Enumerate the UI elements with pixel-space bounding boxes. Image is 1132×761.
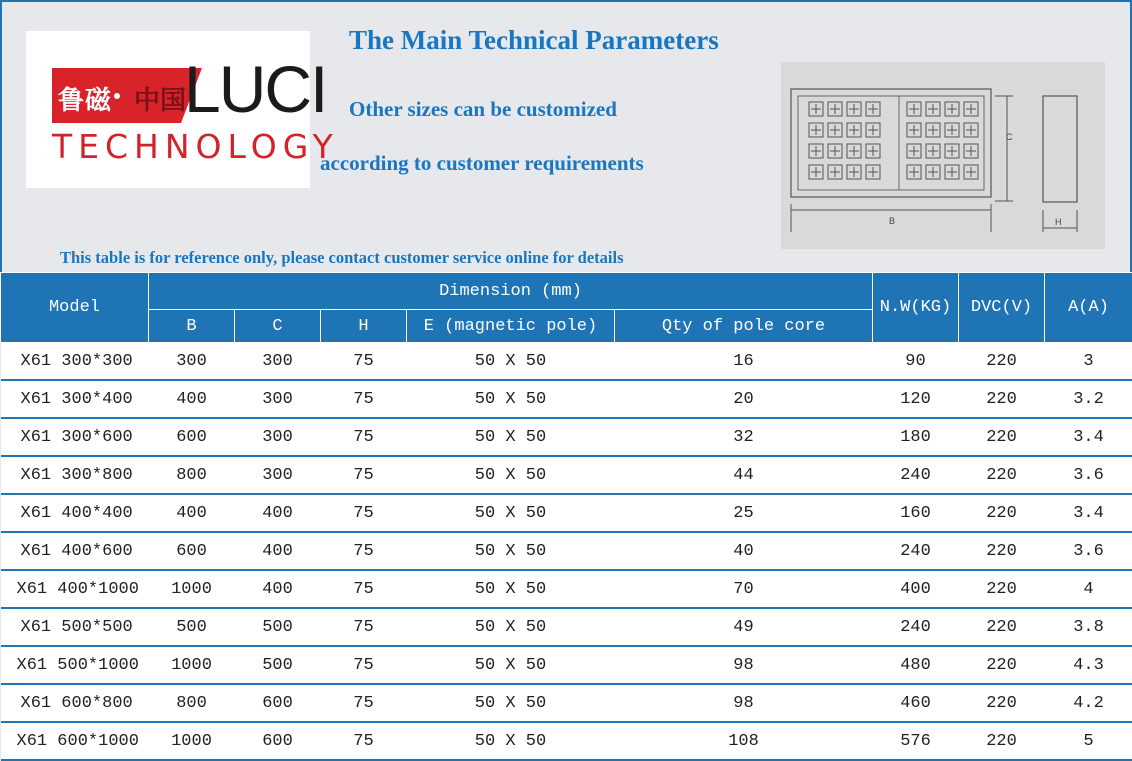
table-row — [1, 494, 1132, 532]
cell-a: 3.4 — [1045, 418, 1132, 456]
cell-b: 500 — [149, 608, 235, 646]
cell-model: X61 600*1000 — [1, 722, 149, 760]
cell-e: 50 X 50 — [407, 418, 615, 456]
cell-nw: 120 — [873, 380, 959, 418]
cell-c: 600 — [235, 684, 321, 722]
cell-b: 600 — [149, 418, 235, 456]
cell-c: 500 — [235, 646, 321, 684]
cell-c: 300 — [235, 380, 321, 418]
cell-h: 75 — [321, 418, 407, 456]
cell-nw: 240 — [873, 456, 959, 494]
cell-nw: 576 — [873, 722, 959, 760]
cell-b: 1000 — [149, 646, 235, 684]
cell-nw: 180 — [873, 418, 959, 456]
cell-qty: 32 — [615, 418, 873, 456]
cell-h: 75 — [321, 608, 407, 646]
col-dvc: DVC(V) — [959, 273, 1045, 343]
col-net-weight: N.W(KG) — [873, 273, 959, 343]
cell-c: 400 — [235, 532, 321, 570]
cell-qty: 98 — [615, 646, 873, 684]
cell-c: 600 — [235, 722, 321, 760]
logo-chinese-left: 鲁磁 — [58, 86, 113, 116]
cell-h: 75 — [321, 570, 407, 608]
cell-c: 400 — [235, 570, 321, 608]
cell-dvc: 220 — [959, 684, 1045, 722]
parameters-table — [0, 272, 1132, 761]
drawing-svg — [781, 62, 1105, 249]
cell-e: 50 X 50 — [407, 646, 615, 684]
cell-dvc: 220 — [959, 418, 1045, 456]
cell-b: 600 — [149, 532, 235, 570]
company-logo — [26, 31, 339, 188]
col-b: B — [149, 310, 235, 343]
cell-a: 5 — [1045, 722, 1132, 760]
cell-h: 75 — [321, 532, 407, 570]
cell-qty: 44 — [615, 456, 873, 494]
chuck-dimension-drawing — [781, 62, 1105, 249]
cell-e: 50 X 50 — [407, 608, 615, 646]
cell-e: 50 X 50 — [407, 494, 615, 532]
cell-h: 75 — [321, 722, 407, 760]
cell-qty: 108 — [615, 722, 873, 760]
logo-chinese-right: 中国 — [134, 86, 187, 116]
cell-c: 400 — [235, 494, 321, 532]
reference-note: This table is for reference only, please contact customer service online for details — [60, 248, 624, 267]
cell-qty: 16 — [615, 343, 873, 381]
cell-c: 300 — [235, 343, 321, 381]
cell-dvc: 220 — [959, 722, 1045, 760]
table-row — [1, 608, 1132, 646]
cell-qty: 49 — [615, 608, 873, 646]
cell-nw: 400 — [873, 570, 959, 608]
subtitle-line-1: Other sizes can be customized — [349, 97, 617, 121]
cell-qty: 40 — [615, 532, 873, 570]
cell-nw: 240 — [873, 608, 959, 646]
cell-h: 75 — [321, 494, 407, 532]
table-row — [1, 380, 1132, 418]
table-row — [1, 456, 1132, 494]
cell-h: 75 — [321, 380, 407, 418]
table-row — [1, 722, 1132, 760]
cell-a: 4 — [1045, 570, 1132, 608]
cell-model: X61 300*400 — [1, 380, 149, 418]
cell-a: 3.4 — [1045, 494, 1132, 532]
col-e: E (magnetic pole) — [407, 310, 615, 343]
cell-h: 75 — [321, 684, 407, 722]
cell-h: 75 — [321, 646, 407, 684]
subtitle-line-2: according to customer requirements — [320, 151, 644, 175]
cell-a: 4.2 — [1045, 684, 1132, 722]
cell-dvc: 220 — [959, 456, 1045, 494]
cell-h: 75 — [321, 456, 407, 494]
cell-model: X61 600*800 — [1, 684, 149, 722]
table-row — [1, 532, 1132, 570]
cell-model: X61 300*300 — [1, 343, 149, 381]
drawing-label-h: H — [1055, 217, 1062, 227]
table-row — [1, 418, 1132, 456]
cell-dvc: 220 — [959, 343, 1045, 381]
cell-c: 500 — [235, 608, 321, 646]
col-dimension: Dimension (mm) — [149, 273, 873, 310]
cell-e: 50 X 50 — [407, 532, 615, 570]
cell-nw: 460 — [873, 684, 959, 722]
cell-h: 75 — [321, 343, 407, 381]
cell-model: X61 400*1000 — [1, 570, 149, 608]
cell-qty: 25 — [615, 494, 873, 532]
cell-b: 800 — [149, 456, 235, 494]
cell-dvc: 220 — [959, 646, 1045, 684]
cell-a: 3.2 — [1045, 380, 1132, 418]
cell-e: 50 X 50 — [407, 570, 615, 608]
cell-a: 4.3 — [1045, 646, 1132, 684]
cell-b: 1000 — [149, 722, 235, 760]
table-body — [1, 343, 1132, 761]
logo-dot — [114, 93, 120, 99]
drawing-label-c: C — [1006, 132, 1013, 142]
cell-a: 3.6 — [1045, 532, 1132, 570]
col-current: A(A) — [1045, 273, 1132, 343]
drawing-label-b: B — [889, 216, 896, 226]
cell-c: 300 — [235, 418, 321, 456]
table-row — [1, 684, 1132, 722]
cell-dvc: 220 — [959, 380, 1045, 418]
cell-e: 50 X 50 — [407, 684, 615, 722]
cell-model: X61 500*1000 — [1, 646, 149, 684]
col-h: H — [321, 310, 407, 343]
cell-e: 50 X 50 — [407, 456, 615, 494]
table-row — [1, 646, 1132, 684]
cell-nw: 160 — [873, 494, 959, 532]
logo-technology: TECHNOLOGY — [52, 127, 339, 166]
cell-b: 400 — [149, 494, 235, 532]
cell-dvc: 220 — [959, 608, 1045, 646]
cell-dvc: 220 — [959, 532, 1045, 570]
cell-dvc: 220 — [959, 570, 1045, 608]
col-c: C — [235, 310, 321, 343]
col-model: Model — [1, 273, 149, 343]
cell-model: X61 400*400 — [1, 494, 149, 532]
table-row — [1, 570, 1132, 608]
cell-nw: 480 — [873, 646, 959, 684]
cell-e: 50 X 50 — [407, 722, 615, 760]
cell-c: 300 — [235, 456, 321, 494]
cell-b: 800 — [149, 684, 235, 722]
page-title: The Main Technical Parameters — [349, 25, 719, 55]
cell-b: 1000 — [149, 570, 235, 608]
col-qty: Qty of pole core — [615, 310, 873, 343]
cell-model: X61 300*600 — [1, 418, 149, 456]
cell-model: X61 400*600 — [1, 532, 149, 570]
cell-a: 3.6 — [1045, 456, 1132, 494]
cell-dvc: 220 — [959, 494, 1045, 532]
cell-model: X61 500*500 — [1, 608, 149, 646]
logo-brand: LUCI — [184, 52, 327, 126]
cell-e: 50 X 50 — [407, 380, 615, 418]
cell-model: X61 300*800 — [1, 456, 149, 494]
cell-b: 300 — [149, 343, 235, 381]
table-row — [1, 343, 1132, 381]
cell-nw: 90 — [873, 343, 959, 381]
cell-a: 3.8 — [1045, 608, 1132, 646]
cell-b: 400 — [149, 380, 235, 418]
cell-qty: 98 — [615, 684, 873, 722]
cell-qty: 20 — [615, 380, 873, 418]
cell-nw: 240 — [873, 532, 959, 570]
cell-qty: 70 — [615, 570, 873, 608]
cell-e: 50 X 50 — [407, 343, 615, 381]
cell-a: 3 — [1045, 343, 1132, 381]
